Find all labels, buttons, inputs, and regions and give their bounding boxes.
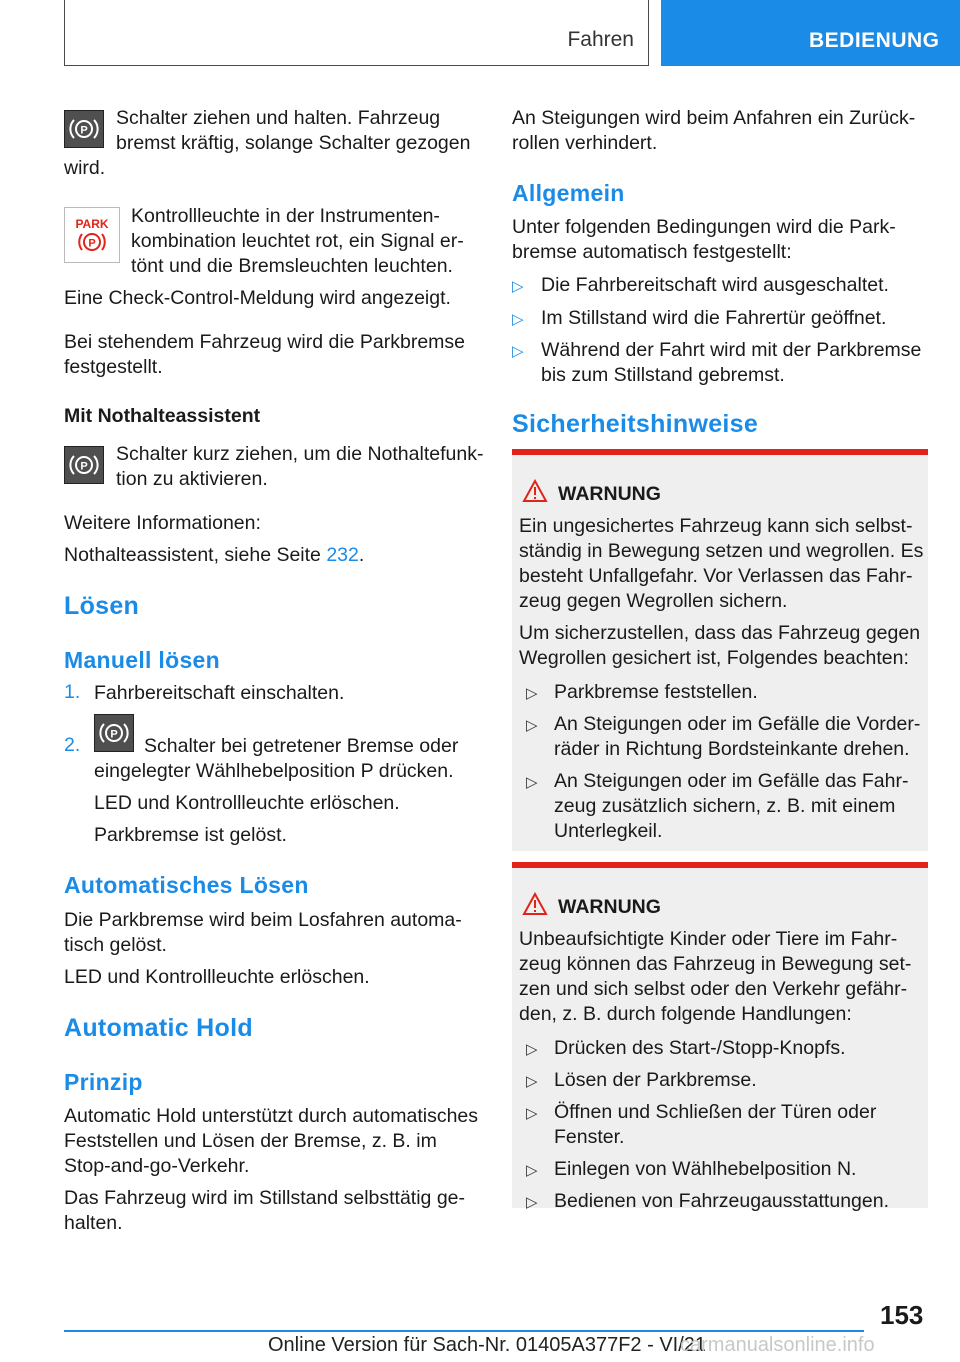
- warning-text: Unbeaufsichtigte Kinder oder Tiere im Fahr-: [519, 928, 898, 950]
- warning-title: WARNUNG: [558, 896, 661, 918]
- warning-bullet: zeug zusätzlich sichern, z. B. mit einem: [554, 795, 896, 817]
- text-line: tönt und die Bremsleuchten leuchten.: [131, 255, 453, 277]
- svg-text:P: P: [88, 237, 96, 250]
- warning-text: Um sicherzustellen, dass das Fahrzeug gegen: [519, 622, 921, 644]
- text-line: Unter folgenden Bedingungen wird die Park-: [512, 216, 896, 238]
- warning-box: [512, 862, 928, 1212]
- text-line: Automatic Hold unterstützt durch automatisches: [64, 1105, 479, 1127]
- svg-text:P: P: [110, 728, 118, 741]
- text-line: Die Parkbremse wird beim Losfahren automa-: [64, 909, 462, 931]
- warning-text: besteht Unfallgefahr. Vor Verlassen das Fahr-: [519, 565, 913, 587]
- warning-triangle-icon: [522, 892, 548, 916]
- warning-text: Ein ungesichertes Fahrzeug kann sich selbst-: [519, 515, 913, 537]
- warning-bullet: Drücken des Start-/Stopp-Knopfs.: [554, 1037, 846, 1059]
- text-line: bremse automatisch festgestellt:: [512, 241, 792, 263]
- bullet-triangle-icon: ▷: [526, 774, 538, 791]
- header-section-box: [64, 0, 649, 66]
- bullet-triangle-icon: ▷: [526, 1162, 538, 1179]
- bullet-triangle-icon: ▷: [526, 1105, 538, 1122]
- step-number: 1.: [64, 681, 81, 703]
- warning-bullet: Unterlegkeil.: [554, 820, 663, 842]
- page-reference-link[interactable]: 232: [326, 544, 359, 566]
- warning-bullet: Lösen der Parkbremse.: [554, 1069, 757, 1091]
- text-line: Bei stehendem Fahrzeug wird die Parkbremse: [64, 331, 466, 353]
- step-text: LED und Kontrollleuchte erlöschen.: [94, 792, 400, 814]
- bullet-text: Im Stillstand wird die Fahrertür geöffnet.: [541, 307, 887, 329]
- warning-triangle-icon: [522, 479, 548, 503]
- heading-automatic-hold: Automatic Hold: [64, 1014, 253, 1042]
- header-section-title: Fahren: [567, 28, 634, 51]
- text-line: rollen verhindert.: [512, 132, 658, 154]
- bullet-triangle-icon: ▷: [526, 685, 538, 702]
- text-line: Eine Check-Control-Meldung wird angezeigt.: [64, 287, 451, 309]
- text-line: Kontrollleuchte in der Instrumenten-: [131, 205, 440, 227]
- warning-bullet: Parkbremse feststellen.: [554, 681, 758, 703]
- subheading-nothalteassistent: Mit Nothalteassistent: [64, 405, 261, 427]
- warning-text: zeug können das Fahrzeug in Bewegung set-: [519, 953, 912, 975]
- warning-text: Wegrollen gesichert ist, Folgendes beachten:: [519, 647, 909, 669]
- text-line: tisch gelöst.: [64, 934, 167, 956]
- text-line: Schalter kurz ziehen, um die Nothaltefunk-: [116, 443, 484, 465]
- bullet-text: Die Fahrbereitschaft wird ausgeschaltet.: [541, 274, 889, 296]
- step-number: 2.: [64, 734, 81, 756]
- text-line: Schalter ziehen und halten. Fahrzeug: [116, 107, 441, 129]
- footer-text: Online Version für Sach-Nr. 01405A377F2 - VI/21: [268, 1334, 707, 1356]
- warning-text: zeug gegen Wegrollen sichern.: [519, 590, 788, 612]
- heading-allgemein: Allgemein: [512, 180, 625, 206]
- warning-bullet: Bedienen von Fahrzeugausstattungen.: [554, 1190, 889, 1212]
- warning-bullet: räder in Richtung Bordsteinkante drehen.: [554, 738, 910, 760]
- footer-divider: [64, 1330, 864, 1332]
- text-line: LED und Kontrollleuchte erlöschen.: [64, 966, 370, 988]
- bullet-text: bis zum Stillstand gebremst.: [541, 364, 785, 386]
- warning-bullet: An Steigungen oder im Gefälle das Fahr-: [554, 770, 909, 792]
- warning-title: WARNUNG: [558, 483, 661, 505]
- bullet-triangle-icon: ▷: [526, 717, 538, 734]
- parking-brake-switch-icon: [64, 110, 104, 148]
- warning-text: zen und sich selbst oder den Verkehr gefähr-: [519, 978, 908, 1000]
- bullet-triangle-icon: ▷: [512, 278, 524, 295]
- text-line: Das Fahrzeug wird im Stillstand selbsttätig ge-: [64, 1187, 465, 1209]
- header-chapter-box: [661, 0, 960, 66]
- text-line: An Steigungen wird beim Anfahren ein Zurück-: [512, 107, 916, 129]
- bullet-triangle-icon: ▷: [512, 311, 524, 328]
- svg-text:P: P: [80, 124, 88, 137]
- parking-brake-switch-icon: [94, 714, 134, 752]
- bullet-triangle-icon: ▷: [526, 1194, 538, 1211]
- text-line: Stop-and-go-Verkehr.: [64, 1155, 250, 1177]
- park-warning-lamp-icon: [64, 207, 120, 263]
- text-line: Feststellen und Lösen der Bremse, z. B. im: [64, 1130, 437, 1152]
- step-text: Parkbremse ist gelöst.: [94, 824, 287, 846]
- warning-text: ständig in Bewegung setzen und wegrollen. Es: [519, 540, 924, 562]
- step-text: eingelegter Wählhebelposition P drücken.: [94, 760, 454, 782]
- text-line: Weitere Informationen:: [64, 512, 261, 534]
- warning-bullet: Öffnen und Schließen der Türen oder: [554, 1101, 877, 1123]
- text-line: Nothalteassistent, siehe Seite 232.: [64, 544, 365, 566]
- text-line: halten.: [64, 1212, 123, 1234]
- text-line: bremst kräftig, solange Schalter gezogen: [116, 132, 471, 154]
- warning-box: [512, 449, 928, 851]
- bullet-triangle-icon: ▷: [526, 1041, 538, 1058]
- watermark: carmanualsonline.info: [680, 1334, 875, 1356]
- bullet-text: Während der Fahrt wird mit der Parkbremse: [541, 339, 922, 361]
- text-line: kombination leuchtet rot, ein Signal er-: [131, 230, 464, 252]
- text-line: wird.: [64, 157, 106, 179]
- warning-bullet: An Steigungen oder im Gefälle die Vorder-: [554, 713, 921, 735]
- step-text: Schalter bei getretener Bremse oder: [144, 735, 459, 757]
- bullet-triangle-icon: ▷: [526, 1073, 538, 1090]
- heading-prinzip: Prinzip: [64, 1069, 143, 1095]
- heading-loesen: Lösen: [64, 592, 140, 620]
- text-line: tion zu aktivieren.: [116, 468, 268, 490]
- svg-text:P: P: [80, 460, 88, 473]
- parking-brake-switch-icon: [64, 446, 104, 484]
- text-line: festgestellt.: [64, 356, 163, 378]
- header-chapter-title: BEDIENUNG: [809, 29, 940, 52]
- warning-bullet: Einlegen von Wählhebelposition N.: [554, 1158, 857, 1180]
- heading-sicherheitshinweise: Sicherheitshinweise: [512, 410, 759, 438]
- warning-text: den, z. B. durch folgende Handlungen:: [519, 1003, 852, 1025]
- heading-automatisches-loesen: Automatisches Lösen: [64, 872, 309, 898]
- svg-text:PARK: PARK: [75, 217, 109, 231]
- step-text: Fahrbereitschaft einschalten.: [94, 682, 345, 704]
- warning-bullet: Fenster.: [554, 1126, 625, 1148]
- page-number: 153: [880, 1300, 924, 1330]
- heading-manuell-loesen: Manuell lösen: [64, 647, 220, 673]
- bullet-triangle-icon: ▷: [512, 343, 524, 360]
